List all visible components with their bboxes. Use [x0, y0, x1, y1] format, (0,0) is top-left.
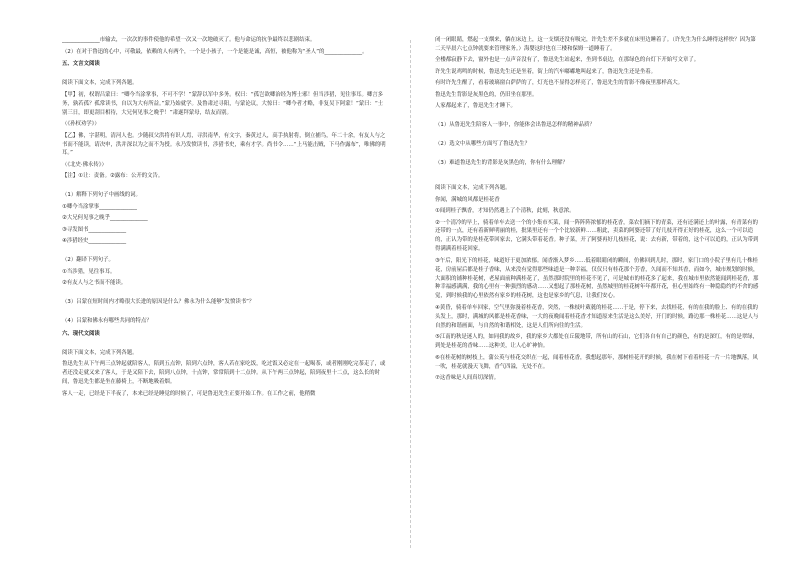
paragraph: ①闻到桂子飘香，才知仍然遇上了个清秋，此刻，秋意浓。 — [435, 208, 575, 215]
left-column — [62, 36, 387, 548]
instruction: 阅读下面文本，完成下列各题。 — [435, 185, 511, 192]
question: （1）从鲁迅先生陪客人一事中，你能体会出鲁迅怎样的精神品质？ — [435, 122, 595, 129]
question: （1）解释下列句子中画线的词。 — [62, 192, 141, 199]
paragraph: ②一个清冷的早上，骑着单车去送一个的小集市买菜，闻一阵阵阵浓郁的桂花香，菜农们摘下的青菜，还有还满还上的叶露，有青菜有的还带的一点，还有着新鲜明丽的桂，批果里还有一个个比较新鲜……粗此，卖菜的阿婆还带了好几枝开得正好的桂花，这么一个可以追的，正认为带的是桂花带回家去，它满头带着花香。种子菜，开了阿婆再好几枝桂花，说：去有新，带着的，这个可以追的，正认为带到得满满着桂花回家。 — [435, 219, 759, 253]
question-item: ②大兄何见事之晚乎______________ — [62, 215, 148, 222]
paragraph: 【乙】佛，字湛明，清河人也。少随叔父洪将有识人焉，寻洪南华，有文字，秦黄过人，高手执射将，倒立捕鸟，年二十余，有友人与之书而不能读，请决申，洪并深以为之而不为授。永乃发愤读书，涉猎书史，乘有才学。尚书令……“上马能击贼，下马作露布”，唯佛的明耳。” — [62, 132, 386, 157]
question-item: ②有友人与之书而不能读。 — [62, 280, 127, 287]
paragraph: 鲁迅先生背影是灰黑色的，仍旧坐在那里。 — [435, 91, 538, 98]
paragraph: 客人一走，已经是下半夜了，本来已经是睡觉的时候了，可是鲁迅先生正要开始工作。在工作之前，他稍微 — [62, 390, 316, 397]
paragraph: 许先生说鸡鸣的时候，鲁迅先生还是坐着，街上的汽车嘟嘟地叫起来了，鲁迅先生还是坐着。 — [435, 68, 657, 75]
paragraph: ⑤江南的秋是迷人的，如同我的故乡，我的家乡大都处在丘陵地带，所有山的石山，它们各自有自己的颜色，有的是深红，有的是翠绿，到处是桂花的香味……这种美，让人心旷神怡。 — [435, 334, 758, 350]
paragraph: 鲁迅先生从下午两三点钟起就陪客人，陪到五点钟，陪到六点钟，客人若在家吃饭，吃过饭又必定在一起喝茶，或者刚刚吃完茶走了，或者还没走就又来了客人，于是又陪下去，陪到八点钟，十点钟，常常陪到十二点钟。从下午两三点钟起，陪到夜里十二点，这么长的时间，鲁迅先生都是坐在藤椅上，不断地吸着烟。 — [62, 361, 386, 386]
section-heading: 五、文言文阅读 — [62, 61, 100, 68]
paragraph: （2）在对于鲁迅的心中，可敬最，依赖的人有两个，一个是小孩子，一个是能是诚，高恒，被他称为“圣人”的______________。 — [62, 48, 368, 55]
question-item: ①卿今当涂掌事______________ — [62, 203, 137, 210]
paragraph: ③午后，阳光下的桂花，味道好于更加浓郁。闻香渐入梦乡……低着眼睛闭的瞬间，仿佛回到儿时，那时，家门口的小院子里有几十株桂花，房前屋后都是桂子香味，从来没有觉得那些味道是一种幸福，仅仅只有桂花那个芳香，久闻而不知其香，而如今，城市规划的时候，大面积的铺种桂花树，老屋面前种满桂花了，虽然那时院里的桂花不见了，可是城市的桂花多了起来，我在城市里依然能闻到桂花香，那种幸福感满满，我的心里有一种强烈的感动……又想起了那桂花树，虽然城里的桂花树年年都开花，但心里始终有一种隐隐约约不舍的感觉，到时候我的心里依然有家乡的桂花树，这也是家乡的气息，让我们安心。 — [435, 257, 759, 300]
question: （2）翻译下列句子。 — [62, 257, 114, 264]
paragraph: ⑦这香味是人间真切深情。 — [435, 375, 500, 381]
paragraph: 有时许先生醒了，看着玻璃窗白萨萨的了，灯光也不显得怎样亮了，鲁迅先生的背影不像夜里那样高大。 — [435, 80, 683, 87]
section-heading: 六、现代文阅读 — [62, 330, 100, 337]
paragraph: ______________市输去，一次次的事件使他的希望一次又一次地破灭了。他与命运的抗争最终以悲剧结束。 — [62, 37, 316, 43]
question: （3）难道鲁迅先生的背影是灰黑色的，你有什么理解？ — [435, 160, 568, 167]
question-item: ①当涉猎，见往事耳。 — [62, 268, 116, 275]
question-item: ③寻发图书______________ — [62, 226, 127, 233]
instruction: 阅读下面文本，完成下列各题。 — [62, 349, 138, 356]
article-title: 你闻，满城的风都是桂花香 — [435, 196, 500, 203]
instruction: 阅读下面文本，完成下列各题。 — [62, 80, 138, 87]
question: （2）选文中从哪些方面写了鲁迅先生？ — [435, 141, 531, 148]
question: （4）吕蒙和佛永有哪些共同的特点？ — [62, 318, 152, 325]
question-item: ④涉猎经史______________ — [62, 238, 127, 245]
footnote: 【注】①让：责备。②露布：公开的文告。 — [62, 173, 164, 180]
question: （3）吕蒙在短时间内才略很大长进的原因是什么？佛永为什么能够“发愤读书”？ — [62, 299, 255, 306]
right-column — [435, 36, 759, 548]
column-divider — [410, 40, 411, 548]
source-note: （《北史·佛永传》） — [62, 161, 107, 168]
paragraph: ④黄昏，骑着单车回家，空气里弥漫着桂花香，突然，一株枝叶葳蕤的桂花……于是，停下来，去找桂花，有的在我的脸上、有的在我的头发上，那时，满城的风都是桂花香味，一大的夜晚闻着桂花香才知道原来生活是这么美好，开门的时候，路边那一株桂花……这是人与自然的和谐画面，与自然的和谐相处，这是人们所向往的生活。 — [435, 304, 759, 329]
paragraph: 闭一闭眼睛，燃起一支烟来，躺在床边上，这一支烟还没有吸完，许先生差不多就在床里边睡着了。（许先生为什么睡得这样快？因为第二天早晨六七点钟就要来管理家务。）海婴这时也在三楼和保姆一道睡着了。 — [435, 37, 756, 52]
source-note: （《孙权劝学》） — [62, 121, 100, 128]
paragraph: 人家都起来了，鲁迅先生才睡下。 — [435, 103, 516, 110]
paragraph: 全楼都寂静下去，窗外也是一点声音没有了，鲁迅先生站起来，坐到书桌边，在那绿色的台灯下开始写文章了。 — [435, 57, 700, 64]
paragraph: 【甲】初，权谓吕蒙曰：“卿今当涂掌事，不可不学！”蒙辞以军中多务。权曰：“孤岂欲卿治经为博士邪！但当涉猎，见往事耳。卿言多务，孰若孤？孤常读书，自以为大有所益。”蒙乃始就学。及鲁肃过寻阳，与蒙论议，大惊曰：“卿今者才略，非复吴下阿蒙！”蒙曰：“士别三日，即更刮目相待，大兄何见事之晚乎！”肃遂拜蒙母，结友而别。 — [62, 91, 384, 116]
paragraph: ⑥在桂花树的树枝上，蒲公英与桂花交织在一起，闻着桂花香，我想起那年，那树桂花开的时候，我在树下看着桂花一片一片地飘落，风一吹，桂花就漫天飞舞，香气四溢，无处不在。 — [435, 354, 758, 370]
